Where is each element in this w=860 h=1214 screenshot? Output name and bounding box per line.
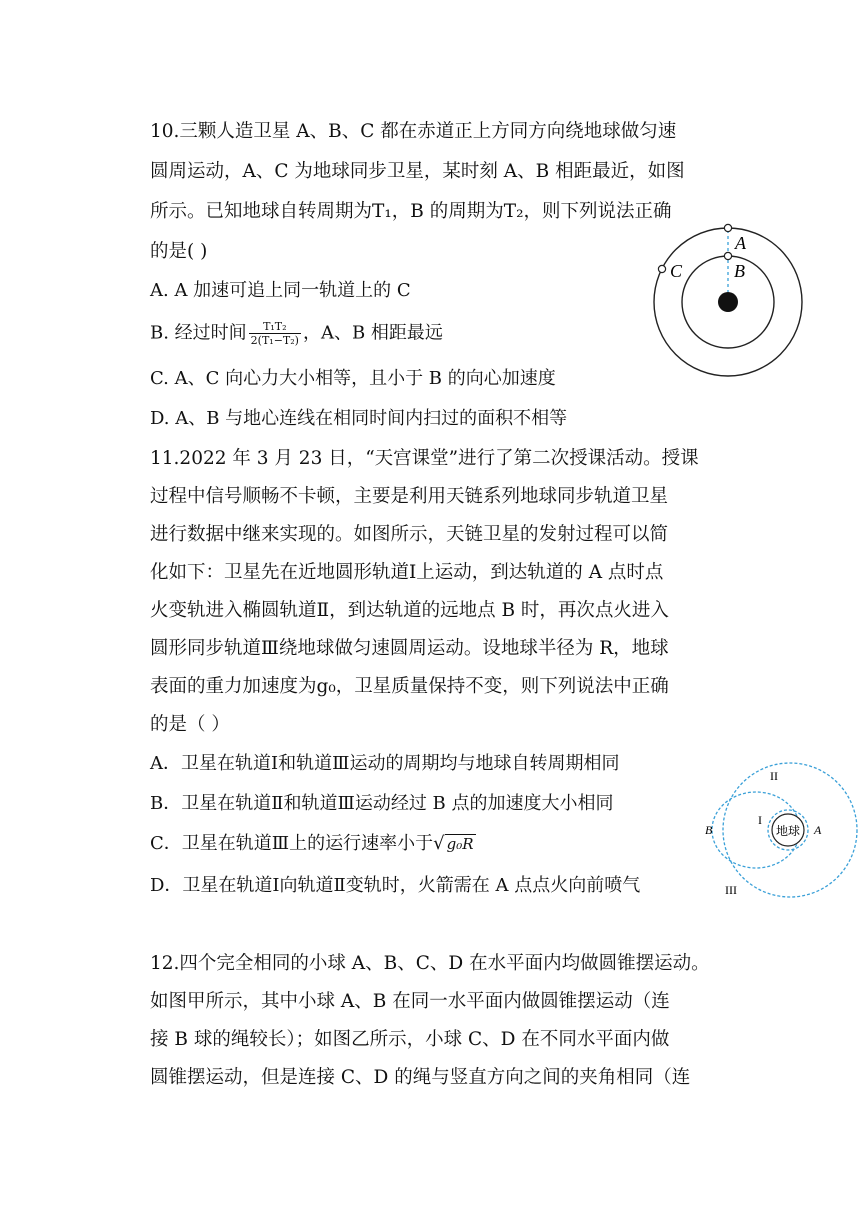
- q10-option-b-suffix: ，A、B 相距最远: [302, 322, 443, 344]
- q10-orbit-figure: [650, 220, 810, 380]
- q11-line-7: 表面的重力加速度为g₀，卫星质量保持不变，则下列说法中正确: [150, 676, 669, 697]
- q12-line-3: 接 B 球的绳较长）；如图乙所示，小球 C、D 在不同水平面内做: [150, 1029, 670, 1050]
- fraction-numerator: T₁T₂: [249, 320, 301, 334]
- q10-line-3: 所示。已知地球自转周期为T₁，B 的周期为T₂，则下列说法正确: [150, 201, 672, 222]
- q10-option-b-prefix: B. 经过时间: [150, 322, 247, 344]
- q12-line-1: 12.四个完全相同的小球 A、B、C、D 在水平面内均做圆锥摆运动。: [150, 953, 710, 974]
- label-a: A: [814, 823, 822, 837]
- label-b: B: [734, 261, 745, 281]
- q10-line-4: 的是( ): [150, 241, 208, 262]
- q11-line-4: 化如下：卫星先在近地圆形轨道Ⅰ上运动，到达轨道的 A 点时点: [150, 562, 664, 583]
- q11-option-c-sqrt: g₀R: [446, 835, 474, 853]
- q10-option-b-fraction: [249, 320, 301, 347]
- satellite-c: [658, 265, 665, 272]
- q10-option-c: C. A、C 向心力大小相等，且小于 B 的向心加速度: [150, 368, 556, 389]
- satellite-a: [724, 224, 731, 231]
- q12-line-2: 如图甲所示，其中小球 A、B 在同一水平面内做圆锥摆运动（连: [150, 991, 670, 1012]
- satellite-b: [724, 252, 731, 259]
- label-orbit-2: II: [770, 769, 778, 783]
- fraction-denominator: 2(T₁−T₂): [250, 334, 299, 347]
- q11-line-5: 火变轨进入椭圆轨道Ⅱ，到达轨道的远地点 B 时，再次点火进入: [150, 600, 669, 621]
- q12-line-4: 圆锥摆运动，但是连接 C、D 的绳与竖直方向之间的夹角相同（连: [150, 1067, 691, 1088]
- label-a: A: [735, 233, 746, 253]
- sqrt-sign: √: [433, 833, 445, 854]
- q11-option-d: D．卫星在轨道Ⅰ向轨道Ⅱ变轨时，火箭需在 A 点点火向前喷气: [150, 875, 641, 896]
- earth-dot: [718, 292, 738, 312]
- label-orbit-1: I: [758, 813, 762, 827]
- q11-line-1: 11.2022 年 3 月 23 日，“天宫课堂”进行了第二次授课活动。授课: [150, 448, 699, 469]
- label-c: C: [670, 261, 683, 281]
- q11-option-b: B．卫星在轨道Ⅱ和轨道Ⅲ运动经过 B 点的加速度大小相同: [150, 793, 614, 814]
- q10-option-b: [150, 320, 443, 347]
- q11-option-a: A．卫星在轨道Ⅰ和轨道Ⅲ运动的周期均与地球自转周期相同: [150, 753, 620, 774]
- q10-option-a: A. A 加速可追上同一轨道上的 C: [150, 280, 411, 301]
- q11-line-2: 过程中信号顺畅不卡顿，主要是利用天链系列地球同步轨道卫星: [150, 486, 669, 507]
- q11-line-8: 的是（ ）: [150, 714, 230, 735]
- label-b: B: [705, 823, 713, 837]
- q10-line-2: 圆周运动，A、C 为地球同步卫星，某时刻 A、B 相距最近，如图: [150, 161, 685, 182]
- label-earth: 地球: [775, 824, 801, 838]
- q10-line-1: 10.三颗人造卫星 A、B、C 都在赤道正上方同方向绕地球做匀速: [150, 121, 677, 142]
- q11-orbit-figure: [700, 760, 860, 900]
- label-orbit-3: III: [725, 883, 737, 897]
- q11-option-c: [150, 832, 476, 856]
- q10-option-d: D. A、B 与地心连线在相同时间内扫过的面积不相等: [150, 408, 568, 429]
- q11-option-c-prefix: C．卫星在轨道Ⅲ上的运行速率小于: [150, 833, 434, 854]
- q11-line-3: 进行数据中继来实现的。如图所示，天链卫星的发射过程可以简: [150, 524, 669, 545]
- q11-line-6: 圆形同步轨道Ⅲ绕地球做匀速圆周运动。设地球半径为 R，地球: [150, 638, 669, 659]
